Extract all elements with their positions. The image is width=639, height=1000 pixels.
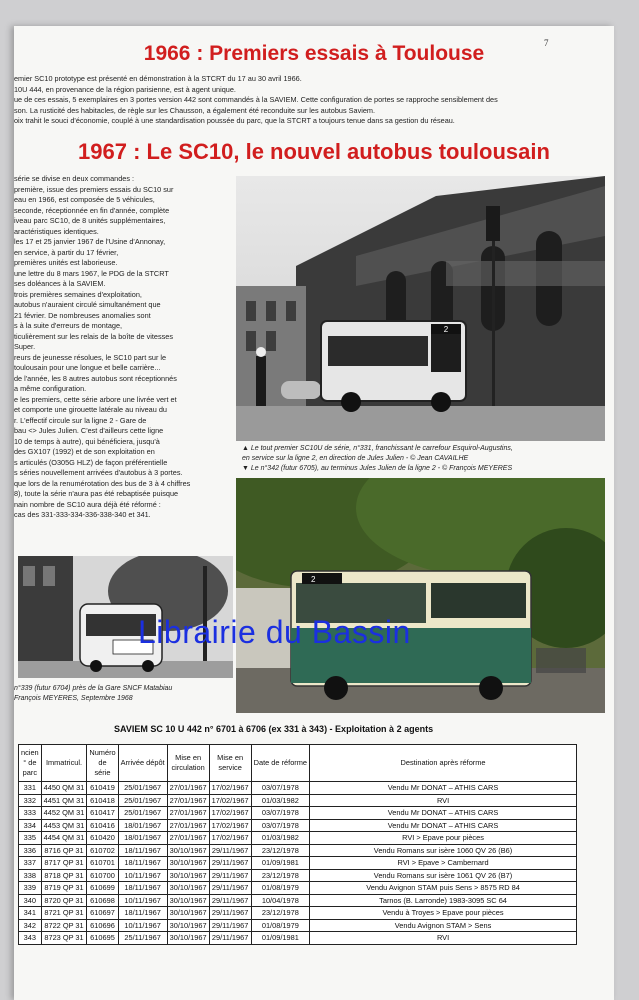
table-cell: 01/09/1981 — [251, 932, 309, 945]
table-row — [19, 844, 577, 857]
table-cell: 333 — [19, 807, 42, 820]
table-cell: 27/01/1967 — [167, 794, 209, 807]
table-cell: 4451 QM 31 — [41, 794, 87, 807]
text-line: eau en 1966, est composée de 5 véhicules, — [14, 195, 155, 204]
table-cell: 25/01/1967 — [118, 782, 167, 795]
table-row — [19, 794, 577, 807]
bus-route-sign: 2 — [443, 325, 449, 334]
caption-photo1-credit: en service sur la ligne 2, en direction de Jules Julien - © Jean CAVAILHE — [242, 455, 469, 462]
table-cell: 10/11/1967 — [118, 919, 167, 932]
table-row — [19, 832, 577, 845]
text-line: oix trahit le souci d'économie, couplé à une standardisation poussée du parc, que la STCRT a toujours tenue dans sa gestion du réseau. — [14, 116, 455, 125]
table-cell: 18/11/1967 — [118, 907, 167, 920]
table-cell: Vendu Avignon STAM puis Sens > 8575 RD 84 — [310, 882, 577, 895]
table-cell: 27/01/1967 — [167, 782, 209, 795]
table-cell: 25/01/1967 — [118, 794, 167, 807]
table-cell: 30/10/1967 — [167, 894, 209, 907]
table-cell: 8722 QP 31 — [41, 919, 87, 932]
fleet-table — [18, 744, 577, 945]
text-line: une lettre du 8 mars 1967, le PDG de la STCRT — [14, 268, 169, 278]
table-cell: 10/11/1967 — [118, 869, 167, 882]
table-header-cell: Immatricul. — [41, 745, 87, 782]
text-line: r. L'effectif circule sur la ligne 2 - Gare de — [14, 415, 147, 425]
table-cell: 610699 — [87, 882, 118, 895]
table-cell: Vendu à Troyes > Epave pour pièces — [310, 907, 577, 920]
table-cell: 01/03/1982 — [251, 794, 309, 807]
table-cell: RVI > Epave > Cambernard — [310, 857, 577, 870]
text-line: en service, à partir du 17 février, — [14, 247, 119, 257]
text-line: trois premières semaines d'exploitation, — [14, 289, 142, 299]
table-cell: 30/10/1967 — [167, 857, 209, 870]
text-line: cas des 331-333-334-336-338-340 et 341. — [14, 510, 151, 519]
table-cell: 343 — [19, 932, 42, 945]
table-cell: 8716 QP 31 — [41, 844, 87, 857]
table-cell: 25/11/1967 — [118, 932, 167, 945]
table-cell: RVI — [310, 932, 577, 945]
section-title-1966: 1966 : Premiers essais à Toulouse — [143, 42, 485, 65]
table-cell: 30/10/1967 — [167, 932, 209, 945]
table-cell: 25/01/1967 — [118, 807, 167, 820]
table-cell: Vendu Romans sur isère 1061 QV 26 (B7) — [310, 869, 577, 882]
table-header-row — [19, 745, 577, 782]
text-line: aractéristiques identiques. — [14, 226, 99, 236]
table-cell: 29/11/1967 — [209, 844, 251, 857]
table-cell: 610417 — [87, 807, 118, 820]
bus-route-sign-2: 2 — [311, 575, 316, 584]
table-header-cell: Mise en circulation — [167, 745, 209, 782]
table-cell: 30/10/1967 — [167, 869, 209, 882]
text-line: 10U 444, en provenance de la région parisienne, est à agent unique. — [14, 84, 236, 94]
table-cell: 29/11/1967 — [209, 907, 251, 920]
text-line: autobus n'auraient circulé simultanément que — [14, 300, 161, 309]
table-row — [19, 869, 577, 882]
table-cell: 610695 — [87, 932, 118, 945]
text-line: reurs de jeunesse résolues, le SC10 part sur le — [14, 352, 167, 362]
table-cell: 339 — [19, 882, 42, 895]
table-cell: 29/11/1967 — [209, 932, 251, 945]
table-cell: Vendu Romans sur isère 1060 QV 26 (B6) — [310, 844, 577, 857]
table-cell: 18/11/1967 — [118, 857, 167, 870]
table-header-cell: ncien ° de parc — [19, 745, 42, 782]
text-line: emier SC10 prototype est présenté en démonstration à la STCRT du 17 au 30 avril 1966. — [14, 74, 302, 83]
table-cell: 23/12/1978 — [251, 869, 309, 882]
table-cell: 23/12/1978 — [251, 907, 309, 920]
table-cell: Vendu Avignon STAM > Sens — [310, 919, 577, 932]
table-cell: 23/12/1978 — [251, 844, 309, 857]
table-cell: 01/08/1979 — [251, 882, 309, 895]
table-cell: 4453 QM 31 — [41, 819, 87, 832]
table-row — [19, 894, 577, 907]
watermark-text: Librairie du Bassin — [138, 614, 411, 650]
text-line: de l'année, les 8 autres autobus sont réceptionnés — [14, 373, 177, 383]
text-line: que lors de la renumérotation des bus de 3 à 4 chiffres — [14, 478, 191, 488]
table-cell: 30/10/1967 — [167, 907, 209, 920]
table-cell: RVI > Epave pour pièces — [310, 832, 577, 845]
table-cell: 10/11/1967 — [118, 894, 167, 907]
table-cell: 03/07/1978 — [251, 807, 309, 820]
table-header-cell: Date de réforme — [251, 745, 309, 782]
text-line: s séries nouvellement arrivées d'autobus à 3 portes. — [14, 468, 183, 477]
text-line: des GX107 (1992) et de son exploitation en — [14, 447, 155, 456]
table-cell: 29/11/1967 — [209, 882, 251, 895]
table-cell: 29/11/1967 — [209, 857, 251, 870]
table-cell: 10/04/1978 — [251, 894, 309, 907]
text-line: 10 de temps à autre), qui bénéficiera, jusqu'à — [14, 436, 160, 446]
text-line: nain nombre de SC10 aura déjà été réformé : — [14, 499, 161, 509]
table-cell: 30/10/1967 — [167, 919, 209, 932]
table-cell: 610696 — [87, 919, 118, 932]
table-cell: Vendu Mr DONAT – ATHIS CARS — [310, 819, 577, 832]
table-cell: 332 — [19, 794, 42, 807]
table-cell: 8721 QP 31 — [41, 907, 87, 920]
table-cell: 4452 QM 31 — [41, 807, 87, 820]
text-line: son. La rusticité des habitacles, de règle sur les Chausson, a également été reconduite sur les autobus Saviem. — [14, 105, 375, 115]
text-line: s à la suite d'erreurs de montage, — [14, 321, 123, 330]
table-cell: 610697 — [87, 907, 118, 920]
table-row — [19, 932, 577, 945]
table-cell: 341 — [19, 907, 42, 920]
table-row — [19, 882, 577, 895]
table-cell: 338 — [19, 869, 42, 882]
table-cell: 01/03/1982 — [251, 832, 309, 845]
table-cell: 18/11/1967 — [118, 844, 167, 857]
text-line: 21 février. De nombreuses anomalies sont — [14, 310, 151, 320]
table-cell: 01/09/1981 — [251, 857, 309, 870]
text-line: iveau parc SC10, de 8 unités supplémentaires, — [14, 216, 166, 225]
table-cell: 331 — [19, 782, 42, 795]
text-line: e les premiers, cette série arbore une livrée vert et — [14, 394, 177, 404]
body-column — [14, 174, 234, 521]
table-row — [19, 807, 577, 820]
table-cell: RVI — [310, 794, 577, 807]
table-cell: 610701 — [87, 857, 118, 870]
table-cell: 610420 — [87, 832, 118, 845]
table-cell: 29/11/1967 — [209, 869, 251, 882]
caption-photo1: ▲ Le tout premier SC10U de série, n°331, franchissant le carrefour Esquirol-Augustins, — [242, 445, 513, 452]
table-row — [19, 857, 577, 870]
table-cell: 336 — [19, 844, 42, 857]
text-line: toulousain pour une longue et belle carrière... — [14, 363, 161, 372]
table-cell: 610418 — [87, 794, 118, 807]
text-line: et comporte une girouette latérale au niveau du — [14, 405, 167, 414]
table-row — [19, 819, 577, 832]
text-line: 8), toute la série n'aura pas été rebaptisée puisque — [14, 489, 179, 498]
table-cell: 8723 QP 31 — [41, 932, 87, 945]
table-cell: 29/11/1967 — [209, 919, 251, 932]
table-cell: 17/02/1967 — [209, 807, 251, 820]
caption-photo3-credit: François MEYERES, Septembre 1968 — [14, 695, 133, 702]
table-row — [19, 782, 577, 795]
table-cell: 01/08/1979 — [251, 919, 309, 932]
table-cell: 17/02/1967 — [209, 782, 251, 795]
table-cell: 4450 QM 31 — [41, 782, 87, 795]
text-line: ue de ces essais, 5 exemplaires en 3 portes version 442 sont commandés à la SAVIEM. Cette configuration de portes se rapproche sensiblement des — [14, 95, 498, 104]
table-cell: 337 — [19, 857, 42, 870]
table-row — [19, 919, 577, 932]
table-cell: 17/02/1967 — [209, 819, 251, 832]
text-line: ses doléances à la SAVIEM. — [14, 279, 106, 288]
text-line: bau <> Jules Julien. C'est d'ailleurs cette ligne — [14, 426, 164, 435]
table-cell: 8720 QP 31 — [41, 894, 87, 907]
table-cell: Tarnos (B. Larronde) 1983-3095 SC 64 — [310, 894, 577, 907]
caption-photo3: n°339 (futur 6704) près de la Gare SNCF Matabiau — [14, 685, 173, 692]
table-header-cell: Mise en service — [209, 745, 251, 782]
table-cell: 03/07/1978 — [251, 782, 309, 795]
table-cell: 30/10/1967 — [167, 882, 209, 895]
text-line: Super. — [14, 342, 36, 351]
text-line: ticulièrement sur les relais de la boîte de vitesses — [14, 331, 173, 341]
text-line: seconde, réceptionnée en fin d'année, complète — [14, 205, 170, 215]
table-cell: 18/01/1967 — [118, 819, 167, 832]
photo-bus-342-terminus — [236, 478, 605, 713]
table-cell: 610702 — [87, 844, 118, 857]
text-line: a même configuration. — [14, 384, 87, 393]
table-cell: 342 — [19, 919, 42, 932]
table-cell: 18/01/1967 — [118, 832, 167, 845]
table-cell: 29/11/1967 — [209, 894, 251, 907]
table-cell: 03/07/1978 — [251, 819, 309, 832]
table-header-cell: Arrivée dépôt — [118, 745, 167, 782]
table-cell: 17/02/1967 — [209, 794, 251, 807]
table-header-cell: Numéro de série — [87, 745, 118, 782]
text-line: première, issue des premiers essais du SC10 sur — [14, 184, 174, 194]
text-line: s articulés (O305G HLZ) de façon préférentielle — [14, 457, 168, 467]
table-cell: 17/02/1967 — [209, 832, 251, 845]
page-number: 7 — [544, 38, 549, 48]
table-cell: 8718 QP 31 — [41, 869, 87, 882]
intro-paragraph — [14, 74, 604, 127]
table-cell: 610416 — [87, 819, 118, 832]
table-cell: 27/01/1967 — [167, 807, 209, 820]
text-line: premières unités est laborieuse. — [14, 258, 118, 267]
table-title: SAVIEM SC 10 U 442 n° 6701 à 6706 (ex 331 à 343) - Exploitation à 2 agents — [114, 724, 434, 734]
table-cell: 610419 — [87, 782, 118, 795]
table-cell: 334 — [19, 819, 42, 832]
table-cell: 30/10/1967 — [167, 844, 209, 857]
table-cell: 610698 — [87, 894, 118, 907]
table-cell: 340 — [19, 894, 42, 907]
table-cell: 27/01/1967 — [167, 832, 209, 845]
table-cell: 8717 QP 31 — [41, 857, 87, 870]
table-cell: 18/11/1967 — [118, 882, 167, 895]
table-cell: 8719 QP 31 — [41, 882, 87, 895]
table-cell: 335 — [19, 832, 42, 845]
caption-photo2: ▼ Le n°342 (futur 6705), au terminus Jules Julien de la ligne 2 - © François MEYERES — [242, 465, 513, 472]
text-line: les 17 et 25 janvier 1967 de l'Usine d'Annonay, — [14, 237, 166, 246]
table-body — [19, 782, 577, 945]
table-cell: 27/01/1967 — [167, 819, 209, 832]
table-cell: 4454 QM 31 — [41, 832, 87, 845]
table-row — [19, 907, 577, 920]
table-header-cell: Destination après réforme — [310, 745, 577, 782]
section-title-1967: 1967 : Le SC10, le nouvel autobus toulousain — [78, 139, 550, 164]
table-cell: 610700 — [87, 869, 118, 882]
photo-bus-331-street — [236, 176, 605, 441]
table-cell: Vendu Mr DONAT – ATHIS CARS — [310, 807, 577, 820]
text-line: série se divise en deux commandes : — [14, 174, 135, 183]
book-page — [14, 26, 614, 1000]
table-cell: Vendu Mr DONAT – ATHIS CARS — [310, 782, 577, 795]
